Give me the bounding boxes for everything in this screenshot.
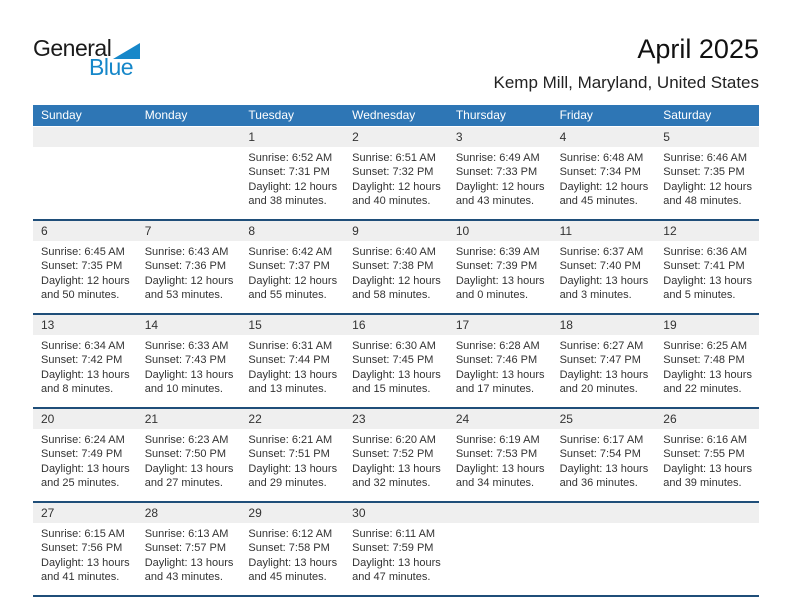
sunset-text: Sunset: 7:33 PM bbox=[455, 166, 538, 179]
sunset-text: Sunset: 7:35 PM bbox=[663, 166, 745, 179]
day-cell-24 bbox=[448, 409, 552, 501]
daylight-text: Daylight: 12 hours and 45 minutes. bbox=[559, 180, 649, 208]
day-number: 12 bbox=[655, 221, 759, 241]
day-number: 5 bbox=[655, 127, 759, 147]
day-details bbox=[137, 523, 241, 585]
day-details bbox=[655, 147, 759, 209]
calendar-weeks bbox=[33, 127, 759, 595]
day-number: 19 bbox=[655, 315, 759, 335]
day-cell-25 bbox=[552, 409, 656, 501]
day-number: 10 bbox=[448, 221, 552, 241]
sunset-text: Sunset: 7:37 PM bbox=[248, 260, 330, 273]
sunrise-text: Sunrise: 6:40 AM bbox=[352, 246, 436, 258]
daylight-text: Daylight: 12 hours and 58 minutes. bbox=[352, 274, 441, 302]
day-number: 22 bbox=[240, 409, 344, 429]
weekday-header-sunday: Sunday bbox=[41, 108, 82, 122]
sunset-text: Sunset: 7:59 PM bbox=[352, 542, 434, 555]
sunset-text: Sunset: 7:40 PM bbox=[559, 260, 641, 273]
weekday-header-friday: Friday bbox=[559, 108, 593, 122]
weekday-header-saturday: Saturday bbox=[663, 108, 712, 122]
daylight-text: Daylight: 13 hours and 39 minutes. bbox=[663, 462, 752, 490]
day-cell-6 bbox=[33, 221, 137, 313]
sunrise-text: Sunrise: 6:24 AM bbox=[41, 434, 125, 446]
week-row-3 bbox=[33, 313, 759, 407]
daylight-text: Daylight: 13 hours and 25 minutes. bbox=[41, 462, 130, 490]
day-details bbox=[33, 241, 137, 303]
sunrise-text: Sunrise: 6:34 AM bbox=[41, 340, 125, 352]
daylight-text: Daylight: 13 hours and 34 minutes. bbox=[455, 462, 545, 490]
day-cell-21 bbox=[137, 409, 241, 501]
day-number: 16 bbox=[344, 315, 448, 335]
daylight-text: Daylight: 12 hours and 53 minutes. bbox=[144, 274, 234, 302]
day-cell-11 bbox=[552, 221, 656, 313]
day-number: 28 bbox=[137, 503, 241, 523]
sunrise-text: Sunrise: 6:15 AM bbox=[41, 528, 125, 540]
day-number: 24 bbox=[448, 409, 552, 429]
calendar-location: Kemp Mill, Maryland, United States bbox=[493, 73, 759, 92]
day-cell-20 bbox=[33, 409, 137, 501]
daylight-text: Daylight: 13 hours and 8 minutes. bbox=[41, 368, 130, 396]
day-number: 6 bbox=[33, 221, 137, 241]
sunset-text: Sunset: 7:31 PM bbox=[248, 166, 330, 179]
day-number: 17 bbox=[448, 315, 552, 335]
sunrise-text: Sunrise: 6:37 AM bbox=[559, 246, 644, 258]
sunrise-text: Sunrise: 6:11 AM bbox=[352, 528, 436, 540]
day-details bbox=[448, 241, 552, 303]
sunrise-text: Sunrise: 6:13 AM bbox=[144, 528, 229, 540]
sunset-text: Sunset: 7:53 PM bbox=[455, 448, 538, 461]
day-details bbox=[344, 523, 448, 585]
day-details bbox=[33, 523, 137, 585]
sunrise-text: Sunrise: 6:43 AM bbox=[144, 246, 229, 258]
sunset-text: Sunset: 7:55 PM bbox=[663, 448, 745, 461]
daylight-text: Daylight: 13 hours and 17 minutes. bbox=[455, 368, 545, 396]
day-number: 11 bbox=[552, 221, 656, 241]
sunrise-text: Sunrise: 6:20 AM bbox=[352, 434, 436, 446]
sunrise-text: Sunrise: 6:12 AM bbox=[248, 528, 333, 540]
day-number: 4 bbox=[552, 127, 656, 147]
sunrise-text: Sunrise: 6:17 AM bbox=[559, 434, 644, 446]
daylight-text: Daylight: 13 hours and 10 minutes. bbox=[144, 368, 234, 396]
daylight-text: Daylight: 12 hours and 40 minutes. bbox=[352, 180, 441, 208]
sunset-text: Sunset: 7:52 PM bbox=[352, 448, 434, 461]
day-details bbox=[655, 429, 759, 491]
day-cell-empty bbox=[137, 127, 241, 219]
sunrise-text: Sunrise: 6:52 AM bbox=[248, 152, 333, 164]
day-cell-empty bbox=[552, 503, 656, 595]
sunrise-text: Sunrise: 6:16 AM bbox=[663, 434, 748, 446]
daylight-text: Daylight: 12 hours and 48 minutes. bbox=[663, 180, 752, 208]
daylight-text: Daylight: 12 hours and 38 minutes. bbox=[248, 180, 338, 208]
day-number: 7 bbox=[137, 221, 241, 241]
day-number: 8 bbox=[240, 221, 344, 241]
day-number: 1 bbox=[240, 127, 344, 147]
weekday-header-monday: Monday bbox=[144, 108, 188, 122]
day-cell-4 bbox=[552, 127, 656, 219]
daylight-text: Daylight: 13 hours and 3 minutes. bbox=[559, 274, 649, 302]
week-row-1 bbox=[33, 127, 759, 219]
sunrise-text: Sunrise: 6:39 AM bbox=[455, 246, 540, 258]
logo-text-general: General bbox=[33, 35, 112, 61]
week-row-5 bbox=[33, 501, 759, 595]
day-cell-5 bbox=[655, 127, 759, 219]
day-cell-17 bbox=[448, 315, 552, 407]
day-number: 23 bbox=[344, 409, 448, 429]
sunrise-text: Sunrise: 6:28 AM bbox=[455, 340, 540, 352]
day-details bbox=[240, 147, 344, 209]
day-number: 2 bbox=[344, 127, 448, 147]
day-number: 18 bbox=[552, 315, 656, 335]
daylight-text: Daylight: 13 hours and 43 minutes. bbox=[144, 556, 234, 584]
daylight-text: Daylight: 13 hours and 15 minutes. bbox=[352, 368, 441, 396]
week-row-4 bbox=[33, 407, 759, 501]
day-details bbox=[33, 335, 137, 397]
weekday-header-wednesday: Wednesday bbox=[352, 108, 416, 122]
sunset-text: Sunset: 7:44 PM bbox=[248, 354, 330, 367]
sunrise-text: Sunrise: 6:23 AM bbox=[144, 434, 229, 446]
sunrise-text: Sunrise: 6:33 AM bbox=[144, 340, 229, 352]
day-details bbox=[655, 241, 759, 303]
day-details bbox=[552, 147, 656, 209]
title-block bbox=[494, 34, 760, 93]
sunset-text: Sunset: 7:36 PM bbox=[144, 260, 227, 273]
day-number-band-empty bbox=[33, 127, 137, 147]
day-cell-22 bbox=[240, 409, 344, 501]
day-details bbox=[448, 147, 552, 209]
sunset-text: Sunset: 7:35 PM bbox=[41, 260, 123, 273]
day-details bbox=[655, 335, 759, 397]
daylight-text: Daylight: 13 hours and 13 minutes. bbox=[248, 368, 338, 396]
day-number: 30 bbox=[344, 503, 448, 523]
day-cell-19 bbox=[655, 315, 759, 407]
daylight-text: Daylight: 13 hours and 5 minutes. bbox=[663, 274, 752, 302]
day-cell-18 bbox=[552, 315, 656, 407]
day-number-band-empty bbox=[137, 127, 241, 147]
day-number-band-empty bbox=[552, 503, 656, 523]
day-cell-10 bbox=[448, 221, 552, 313]
sunset-text: Sunset: 7:46 PM bbox=[455, 354, 538, 367]
sunset-text: Sunset: 7:45 PM bbox=[352, 354, 434, 367]
sunset-text: Sunset: 7:54 PM bbox=[559, 448, 641, 461]
calendar-bottom-border bbox=[33, 595, 759, 597]
weekday-header-row bbox=[33, 105, 759, 126]
sunrise-text: Sunrise: 6:21 AM bbox=[248, 434, 333, 446]
logo-text-blue: Blue bbox=[89, 54, 134, 80]
sunset-text: Sunset: 7:49 PM bbox=[41, 448, 123, 461]
sunset-text: Sunset: 7:42 PM bbox=[41, 354, 123, 367]
day-details bbox=[448, 335, 552, 397]
day-number-band-empty bbox=[655, 503, 759, 523]
day-cell-13 bbox=[33, 315, 137, 407]
day-cell-empty bbox=[448, 503, 552, 595]
day-number: 15 bbox=[240, 315, 344, 335]
day-cell-26 bbox=[655, 409, 759, 501]
sunrise-text: Sunrise: 6:46 AM bbox=[663, 152, 748, 164]
day-details bbox=[344, 335, 448, 397]
sunset-text: Sunset: 7:47 PM bbox=[559, 354, 641, 367]
sunset-text: Sunset: 7:43 PM bbox=[144, 354, 227, 367]
sunset-text: Sunset: 7:50 PM bbox=[144, 448, 227, 461]
sunrise-text: Sunrise: 6:42 AM bbox=[248, 246, 333, 258]
day-details bbox=[552, 429, 656, 491]
day-cell-15 bbox=[240, 315, 344, 407]
day-details bbox=[344, 241, 448, 303]
sunset-text: Sunset: 7:48 PM bbox=[663, 354, 745, 367]
day-number: 26 bbox=[655, 409, 759, 429]
calendar-table bbox=[33, 105, 759, 597]
day-details bbox=[137, 241, 241, 303]
calendar-title: April 2025 bbox=[637, 34, 759, 64]
day-cell-7 bbox=[137, 221, 241, 313]
day-cell-23 bbox=[344, 409, 448, 501]
daylight-text: Daylight: 13 hours and 29 minutes. bbox=[248, 462, 338, 490]
daylight-text: Daylight: 13 hours and 41 minutes. bbox=[41, 556, 130, 584]
daylight-text: Daylight: 12 hours and 55 minutes. bbox=[248, 274, 338, 302]
sunrise-text: Sunrise: 6:48 AM bbox=[559, 152, 644, 164]
day-cell-30 bbox=[344, 503, 448, 595]
day-details bbox=[344, 429, 448, 491]
day-cell-3 bbox=[448, 127, 552, 219]
daylight-text: Daylight: 13 hours and 36 minutes. bbox=[559, 462, 649, 490]
day-number: 21 bbox=[137, 409, 241, 429]
day-details bbox=[240, 335, 344, 397]
sunrise-text: Sunrise: 6:19 AM bbox=[455, 434, 540, 446]
day-cell-2 bbox=[344, 127, 448, 219]
day-details bbox=[240, 523, 344, 585]
day-cell-12 bbox=[655, 221, 759, 313]
day-details bbox=[552, 335, 656, 397]
sunrise-text: Sunrise: 6:51 AM bbox=[352, 152, 436, 164]
day-number-band-empty bbox=[448, 503, 552, 523]
day-cell-27 bbox=[33, 503, 137, 595]
day-cell-29 bbox=[240, 503, 344, 595]
sunrise-text: Sunrise: 6:31 AM bbox=[248, 340, 333, 352]
daylight-text: Daylight: 12 hours and 43 minutes. bbox=[455, 180, 545, 208]
day-number: 20 bbox=[33, 409, 137, 429]
sunset-text: Sunset: 7:39 PM bbox=[455, 260, 538, 273]
general-blue-logo bbox=[33, 37, 140, 79]
sunset-text: Sunset: 7:58 PM bbox=[248, 542, 330, 555]
daylight-text: Daylight: 13 hours and 0 minutes. bbox=[455, 274, 545, 302]
day-details bbox=[344, 147, 448, 209]
day-details bbox=[552, 241, 656, 303]
day-cell-14 bbox=[137, 315, 241, 407]
day-details bbox=[137, 429, 241, 491]
sunset-text: Sunset: 7:51 PM bbox=[248, 448, 330, 461]
day-cell-empty bbox=[33, 127, 137, 219]
sunset-text: Sunset: 7:34 PM bbox=[559, 166, 641, 179]
day-number: 14 bbox=[137, 315, 241, 335]
sunrise-text: Sunrise: 6:36 AM bbox=[663, 246, 748, 258]
day-details bbox=[240, 241, 344, 303]
day-cell-1 bbox=[240, 127, 344, 219]
weekday-header-tuesday: Tuesday bbox=[248, 108, 295, 122]
daylight-text: Daylight: 13 hours and 27 minutes. bbox=[144, 462, 234, 490]
daylight-text: Daylight: 13 hours and 22 minutes. bbox=[663, 368, 752, 396]
daylight-text: Daylight: 13 hours and 47 minutes. bbox=[352, 556, 441, 584]
sunrise-text: Sunrise: 6:45 AM bbox=[41, 246, 125, 258]
daylight-text: Daylight: 13 hours and 45 minutes. bbox=[248, 556, 338, 584]
day-cell-8 bbox=[240, 221, 344, 313]
day-cell-16 bbox=[344, 315, 448, 407]
sunset-text: Sunset: 7:41 PM bbox=[663, 260, 745, 273]
sunrise-text: Sunrise: 6:49 AM bbox=[455, 152, 540, 164]
day-number: 25 bbox=[552, 409, 656, 429]
sunset-text: Sunset: 7:32 PM bbox=[352, 166, 434, 179]
day-number: 9 bbox=[344, 221, 448, 241]
day-details bbox=[137, 335, 241, 397]
sunrise-text: Sunrise: 6:30 AM bbox=[352, 340, 436, 352]
sunrise-text: Sunrise: 6:27 AM bbox=[559, 340, 644, 352]
sunset-text: Sunset: 7:56 PM bbox=[41, 542, 123, 555]
sunrise-text: Sunrise: 6:25 AM bbox=[663, 340, 748, 352]
day-cell-28 bbox=[137, 503, 241, 595]
day-details bbox=[33, 429, 137, 491]
daylight-text: Daylight: 12 hours and 50 minutes. bbox=[41, 274, 130, 302]
day-number: 27 bbox=[33, 503, 137, 523]
daylight-text: Daylight: 13 hours and 32 minutes. bbox=[352, 462, 441, 490]
day-cell-empty bbox=[655, 503, 759, 595]
day-number: 3 bbox=[448, 127, 552, 147]
weekday-header-thursday: Thursday bbox=[455, 108, 506, 122]
day-cell-9 bbox=[344, 221, 448, 313]
day-number: 29 bbox=[240, 503, 344, 523]
sunset-text: Sunset: 7:57 PM bbox=[144, 542, 227, 555]
day-details bbox=[448, 429, 552, 491]
day-number: 13 bbox=[33, 315, 137, 335]
daylight-text: Daylight: 13 hours and 20 minutes. bbox=[559, 368, 649, 396]
sunset-text: Sunset: 7:38 PM bbox=[352, 260, 434, 273]
day-details bbox=[240, 429, 344, 491]
week-row-2 bbox=[33, 219, 759, 313]
